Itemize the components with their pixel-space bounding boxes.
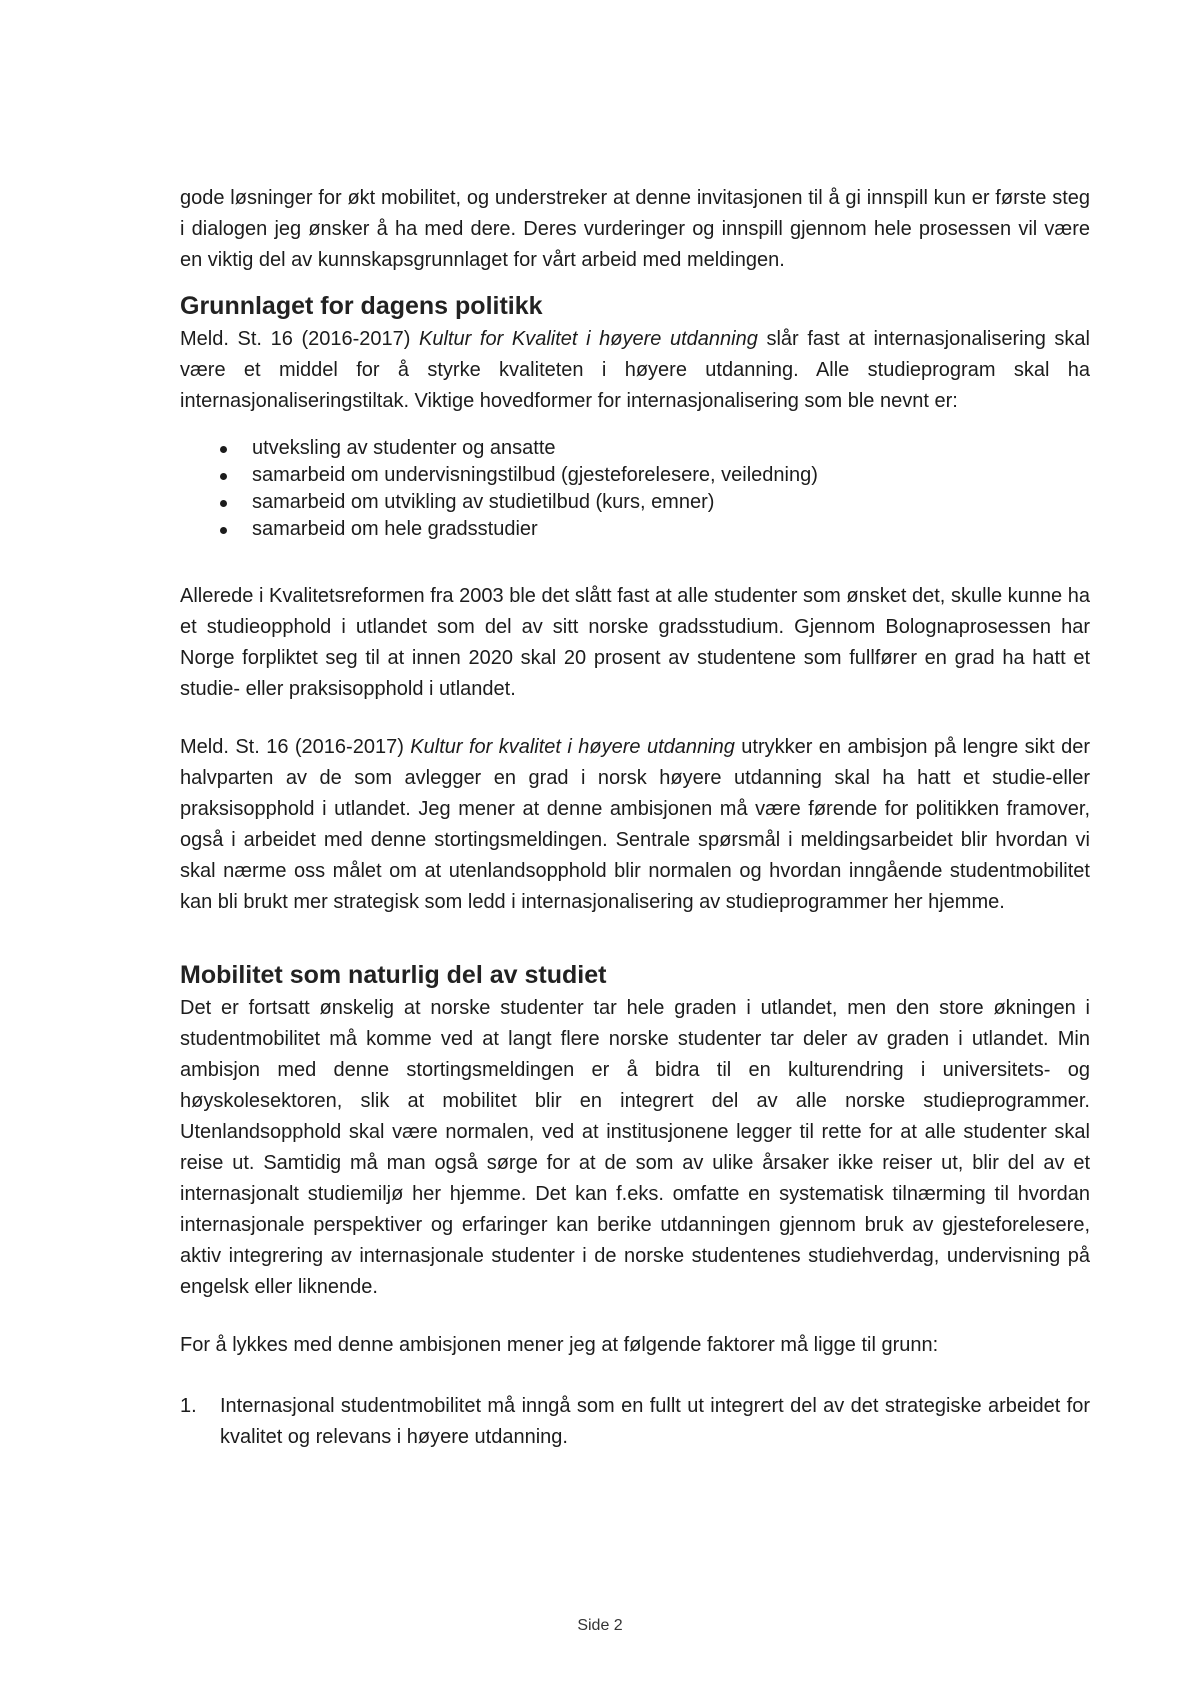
bullet-icon xyxy=(220,446,227,453)
policy-paragraph-start: Meld. St. 16 (2016-2017) xyxy=(180,328,420,350)
numbered-item-number: 1. xyxy=(180,1395,197,1417)
ambition-paragraph-title: Kultur for kvalitet i høyere utdanning xyxy=(410,736,735,758)
factors-list xyxy=(180,1391,1090,1453)
ambition-paragraph-start: Meld. St. 16 (2016-2017) xyxy=(180,736,411,758)
section-heading-grunnlaget: Grunnlaget for dagens politikk xyxy=(180,292,543,320)
intro-paragraph: gode løsninger for økt mobilitet, og understreker at denne invitasjonen til å gi innspill kun er første steg i dialogen jeg ønsker å ha med dere. Deres vurderinger og innspill gjennom hele prosessen vil være en viktig del av kunnskapsgrunnlaget for vårt arbeid med meldingen. xyxy=(180,187,1090,271)
policy-paragraph-end: slår fast at internasjonalisering skal være et middel for å styrke kvaliteten i høyere utdanning. Alle studieprogram skal ha internasjonaliseringstiltak. Viktige hovedformer for internasjonalisering som ble nevnt er: xyxy=(180,328,1090,412)
reform-paragraph: Allerede i Kvalitetsreformen fra 2003 ble det slått fast at alle studenter som ønsket det, skulle kunne ha et studieopphold i utlandet som del av sitt norske gradsstudium. Gjennom Bolognaprosessen har Norge forpliktet seg til at innen 2020 skal 20 prosent av studentene som fullfører en grad ha hatt et studie- eller praksisopphold i utlandet. xyxy=(180,585,1090,700)
ambition-paragraph-end: utrykker en ambisjon på lengre sikt der halvparten av de som avlegger en grad i norsk høyere utdanning skal ha hatt et studie-eller praksisopphold i utlandet. Jeg mener at denne ambisjonen må være førende for politikken framover, også i arbeidet med denne stortingsmeldingen. Sentrale spørsmål i meldingsarbeidet blir hvordan vi skal nærme oss målet om at utenlandsopphold blir normalen og hvordan inngående studentmobilitet kan bli brukt mer strategisk som ledd i internasjonalisering av studieprogrammer her hjemme. xyxy=(180,736,1090,913)
policy-paragraph xyxy=(180,324,1090,417)
list-item-text: utveksling av studenter og ansatte xyxy=(252,437,556,459)
list-item-text: samarbeid om utvikling av studietilbud (kurs, emner) xyxy=(252,491,715,513)
list-item xyxy=(180,462,1090,489)
list-item-text: samarbeid om undervisningstilbud (gjesteforelesere, veiledning) xyxy=(252,464,818,486)
numbered-item xyxy=(180,1391,1090,1453)
list-item-text: samarbeid om hele gradsstudier xyxy=(252,518,538,540)
list-item xyxy=(180,489,1090,516)
section-heading-mobilitet: Mobilitet som naturlig del av studiet xyxy=(180,961,607,989)
ambition-paragraph xyxy=(180,732,1090,918)
policy-paragraph-title: Kultur for Kvalitet i høyere utdanning xyxy=(419,328,758,350)
page-number: Side 2 xyxy=(577,1617,623,1634)
list-item xyxy=(180,516,1090,543)
bullet-icon xyxy=(220,500,227,507)
internationalisation-list xyxy=(180,435,1090,543)
mobility-paragraph: Det er fortsatt ønskelig at norske studenter tar hele graden i utlandet, men den store økningen i studentmobilitet må komme ved at langt flere norske studenter tar deler av graden i utlandet. Min ambisjon med denne stortingsmeldingen er å bidra til en kulturendring i universitets- og høyskolesektoren, slik at mobilitet blir en integrert del av alle norske studieprogrammer. Utenlandsopphold skal være normalen, ved at institusjonene legger til rette for at alle studenter skal reise ut. Samtidig må man også sørge for at de som av ulike årsaker ikke reiser ut, blir del av et internasjonalt studiemiljø her hjemme. Det kan f.eks. omfatte en systematisk tilnærming til hvordan internasjonale perspektiver og erfaringer kan berike utdanningen gjennom bruk av gjesteforelesere, aktiv integrering av internasjonale studenter i de norske studentenes studiehverdag, undervisning på engelsk eller liknende. xyxy=(180,997,1090,1298)
numbered-item-text: Internasjonal studentmobilitet må inngå som en fullt ut integrert del av det strategiske arbeidet for kvalitet og relevans i høyere utdanning. xyxy=(220,1395,1090,1448)
page-content xyxy=(180,183,1090,1453)
bullet-icon xyxy=(220,473,227,480)
list-item xyxy=(180,435,1090,462)
bullet-icon xyxy=(220,527,227,534)
factors-intro-paragraph: For å lykkes med denne ambisjonen mener jeg at følgende faktorer må ligge til grunn: xyxy=(180,1334,939,1356)
